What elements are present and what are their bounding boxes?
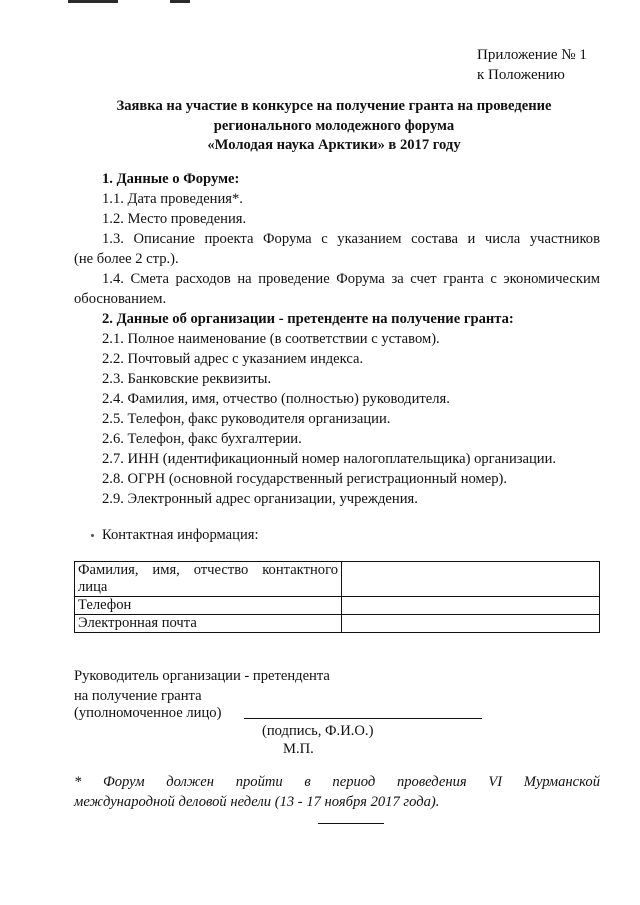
item-1-2: 1.2. Место проведения.	[102, 211, 247, 227]
annex-line-2: к Положению	[477, 67, 565, 83]
item-2-1: 2.1. Полное наименование (в соответствии с уставом).	[102, 331, 440, 347]
item-1-3: 1.3. Описание проекта Форума с указанием состава и числа участников	[102, 231, 600, 247]
signature-line-1: Руководитель организации - претендента	[74, 668, 330, 684]
contacts-heading: Контактная информация:	[102, 527, 259, 543]
item-2-6: 2.6. Телефон, факс бухгалтерии.	[102, 431, 302, 447]
signature-line-2: на получение гранта	[74, 688, 202, 704]
table-row	[75, 597, 600, 615]
contacts-table	[74, 561, 600, 633]
title-line-2: регионального молодежного форума	[213, 117, 455, 134]
table-row	[75, 562, 600, 597]
item-2-9: 2.9. Электронный адрес организации, учреждения.	[102, 491, 418, 507]
item-1-3-cont: (не более 2 стр.).	[74, 251, 179, 267]
contact-name-label	[75, 562, 342, 597]
section-2-heading: 2. Данные об организации - претенденте на получение гранта:	[102, 311, 514, 327]
stamp-label: М.П.	[283, 741, 314, 757]
title-line-3: «Молодая наука Арктики» в 2017 году	[207, 137, 461, 153]
item-2-7: 2.7. ИНН (идентификационный номер налогоплательщика) организации.	[102, 451, 557, 467]
footnote-line-2: международной деловой недели (13 - 17 ноября 2017 года).	[74, 794, 440, 810]
item-2-2: 2.2. Почтовый адрес с указанием индекса.	[102, 351, 364, 367]
item-2-8: 2.8. ОГРН (основной государственный регистрационный номер).	[102, 471, 508, 487]
item-2-4: 2.4. Фамилия, имя, отчество (полностью) руководителя.	[102, 391, 450, 407]
item-2-3: 2.3. Банковские реквизиты.	[102, 371, 272, 387]
signature-caption: (подпись, Ф.И.О.)	[262, 723, 374, 739]
footnote	[74, 772, 600, 812]
contact-name-value[interactable]	[342, 562, 600, 597]
contact-name-label-line-1: Фамилия, имя, отчество контактного	[78, 562, 338, 578]
contact-phone-value[interactable]	[342, 597, 600, 615]
annex-line-1: Приложение № 1	[477, 47, 587, 63]
contact-email-label: Электронная почта	[75, 615, 342, 633]
contact-email-value[interactable]	[342, 615, 600, 633]
annex-note	[477, 45, 587, 85]
contact-phone-label: Телефон	[75, 597, 342, 615]
footnote-line-1: * Форум должен пройти в период проведения VI Мурманской	[74, 774, 600, 790]
end-rule	[318, 823, 384, 824]
contact-name-label-line-2: лица	[78, 579, 108, 595]
item-1-1: 1.1. Дата проведения*.	[102, 191, 243, 207]
scan-mark	[170, 0, 190, 3]
section-1-heading: 1. Данные о Форуме:	[102, 171, 240, 187]
signature-field[interactable]	[244, 718, 482, 719]
item-1-4-cont: обоснованием.	[74, 291, 167, 307]
title-line-1: Заявка на участие в конкурсе на получение гранта на проведение	[116, 98, 552, 114]
table-row	[75, 615, 600, 633]
signature-line-3: (уполномоченное лицо)	[74, 705, 222, 721]
bullet-dot	[91, 534, 94, 537]
item-1-4: 1.4. Смета расходов на проведение Форума за счет гранта с экономическим	[102, 271, 600, 287]
scan-mark	[68, 0, 118, 3]
document-title	[60, 97, 608, 156]
item-2-5: 2.5. Телефон, факс руководителя организации.	[102, 411, 391, 427]
